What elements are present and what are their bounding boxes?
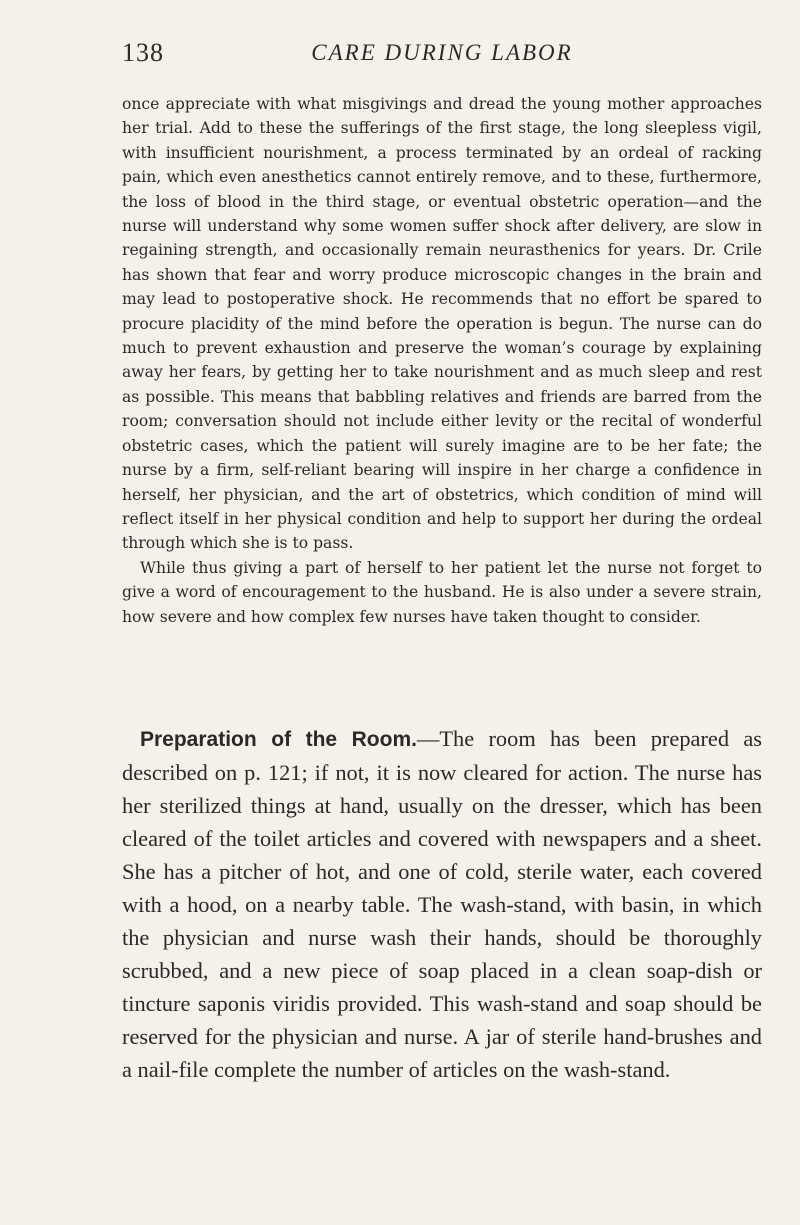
body-text-small (122, 92, 762, 629)
running-head: CARE DURING LABOR (311, 40, 573, 65)
page-number: 138 (122, 38, 164, 67)
section-preparation (122, 722, 762, 1086)
section-text: —The room has been prepared as described on p. 121; if not, it is now cleared for action. The nurse has her sterilized things at hand, usually on the dresser, which has been cleared of the toilet articles and covered with newspapers and a sheet. She has a pitcher of hot, and one of cold, sterile water, each covered with a hood, on a nearby table. The wash-stand, with basin, in which the physician and nurse wash their hands, should be thoroughly scrubbed, and a new piece of soap placed in a clean soap-dish or tincture saponis viridis provided. This wash-stand and soap should be reserved for the physician and nurse. A jar of sterile hand-brushes and a nail-file complete the number of articles on the wash-stand. (122, 726, 763, 1082)
page-header (122, 38, 762, 78)
paragraph-continuation: once appreciate with what misgivings and dread the young mother approaches her trial. Add to these the sufferings of the first stage, the long sleepless vigil, with insufficient nourishment, a process terminated by an ordeal of racking pain, which even anesthetics cannot entirely remove, and to these, furthermore, the loss of blood in the third stage, or eventual obstetric operation—and the nurse will understand why some women suffer shock after delivery, are slow in regaining strength, and occasionally remain neurasthenics for years. Dr. Crile has shown that fear and worry produce microscopic changes in the brain and may lead to postoperative shock. He recommends that no effort be spared to procure placidity of the mind before the operation is begun. The nurse can do much to prevent exhaustion and preserve the woman’s courage by explaining away her fears, by getting her to take nourishment and as much sleep and rest as possible. This means that babbling relatives and friends are barred from the room; conversation should not include either levity or the recital of wonderful obstetric cases, which the patient will surely imagine are to be her fate; the nurse by a firm, self-reliant bearing will inspire in her charge a confidence in herself, her physician, and the art of obstetrics, which condition of mind will reflect itself in her physical condition and help to support her during the ordeal through which she is to pass. (122, 95, 762, 553)
section-heading: Preparation of the Room. (140, 728, 417, 751)
paragraph-husband: While thus giving a part of herself to her patient let the nurse not forget to give a word of encouragement to the husband. He is also under a severe strain, how severe and how complex few nurses have taken thought to consider. (122, 558, 762, 626)
section-paragraph (122, 722, 762, 1086)
